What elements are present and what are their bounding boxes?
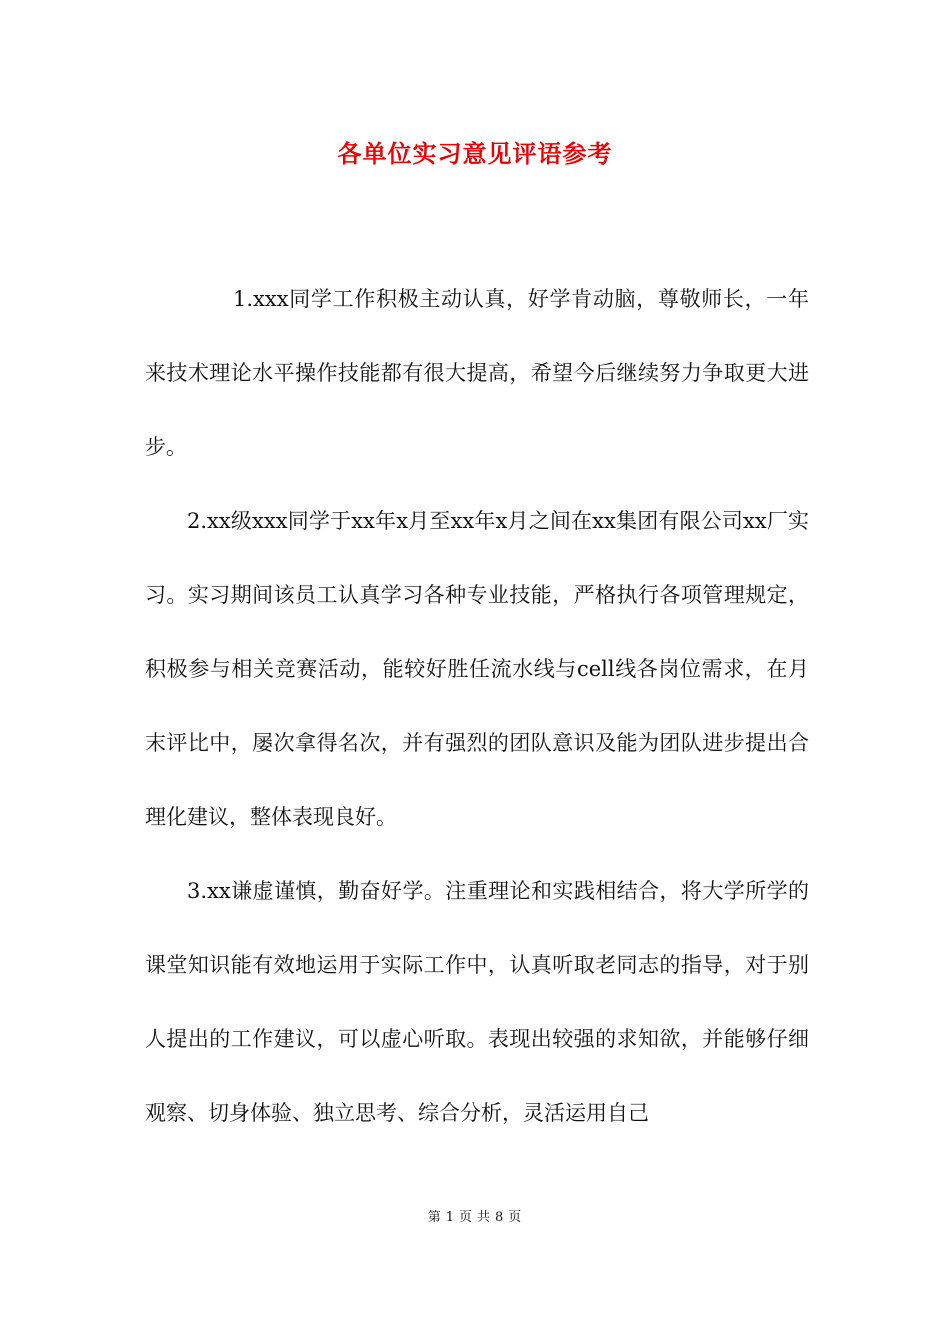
paragraph-3: 3.xx谦虚谨慎，勤奋好学。注重理论和实践相结合，将大学所学的课堂知识能有效地运用于实际工作中，认真听取老同志的指导，对于别人提出的工作建议，可以虚心听取。表现出较强的求知欲，并能够仔细观察、切身体验、独立思考、综合分析，灵活运用自己 bbox=[145, 879, 809, 1125]
document-body bbox=[145, 262, 809, 1150]
footer-total-unit: 页 bbox=[508, 1210, 523, 1225]
paragraph-1: 1.xxx同学工作积极主动认真，好学肯动脑，尊敬师长，一年来技术理论水平操作技能都有很大提高，希望今后继续努力争取更大进步。 bbox=[145, 287, 809, 459]
footer-prefix: 第 bbox=[427, 1210, 442, 1225]
footer-total-prefix: 共 bbox=[477, 1210, 492, 1225]
document-title: 各单位实习意见评语参考 bbox=[337, 139, 613, 168]
footer-current-page: 1 bbox=[445, 1210, 455, 1225]
paragraph-2: 2.xx级xxx同学于xx年x月至xx年x月之间在xx集团有限公司xx厂实习。实习期间该员工认真学习各种专业技能，严格执行各项管理规定，积极参与相关竞赛活动，能较好胜任流水线与cell线各岗位需求，在月末评比中，屡次拿得名次，并有强烈的团队意识及能为团队进步提出合理化建议，整体表现良好。 bbox=[145, 509, 809, 829]
footer-total-pages: 8 bbox=[495, 1210, 505, 1225]
footer-page-unit: 页 bbox=[458, 1210, 473, 1225]
page-footer bbox=[0, 1208, 950, 1228]
